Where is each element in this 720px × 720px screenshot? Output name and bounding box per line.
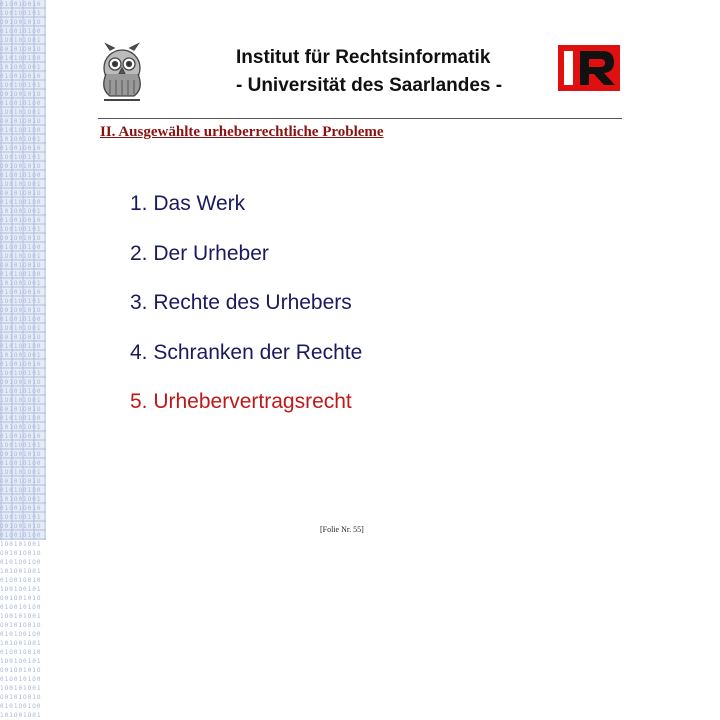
institute-name: Institut für Rechtsinformatik	[236, 47, 491, 68]
list-item-schranken: 4. Schranken der Rechte	[130, 341, 363, 364]
institute-header	[236, 44, 556, 100]
slide-number: [Folie Nr. 55]	[320, 525, 364, 534]
university-name: - Universität des Saarlandes -	[236, 75, 503, 96]
decorative-side-strip: 01O01O0101O01O0101O01O0101O01O0101O01O0101O01O0101O01O0101O01O0101O01O0101O01O0101O01O0101O01O0101O01O0101O01O0101O01O0101O01O0101O01O0101O01O0101O01O0101O01O0101O01O0101O01O0101O01O0101O01O0101O01O0101O01O0101O01O0101O01O0101O01O0101O01O0101O01O0101O01O0101O01O0101O01O0101O01O0101O01O0101O01O0101O01O0101O01O0101O01O0101O01O0101O01O0101O01O0101O01O0101O01O0101O01O0101O01O0101O01O0101O01O0101O01O0101O01O0101O01O0101O01O0101O01O0101O01O0101O01O0101O01O0101O01O0101O01O0101O01O0101O01O0101O01O0101O01O0101O01O0101O01O0101O01O0101O01O0101O01O0101O01O0101O01O0101O01O0101O01O0101O01O0101O01O0101O01O0101O01O0101O01O0101O01O0101O01O0101O01O0101O01O0101O01O0101O01O0101O01O0101O01O0101O01O0101O01O0101O01O0101O01O0101O01O01	[0, 0, 46, 540]
header-divider	[98, 118, 622, 119]
ir-logo-icon	[558, 45, 620, 91]
section-title: II. Ausgewählte urheberrechtliche Probleme	[100, 124, 384, 140]
list-item-urhebervertragsrecht: 5. Urhebervertragsrecht	[130, 390, 352, 413]
university-owl-crest-icon	[96, 44, 148, 104]
list-item-werk: 1. Das Werk	[130, 192, 246, 215]
list-item-urheber: 2. Der Urheber	[130, 242, 269, 265]
list-item-rechte: 3. Rechte des Urhebers	[130, 291, 352, 314]
